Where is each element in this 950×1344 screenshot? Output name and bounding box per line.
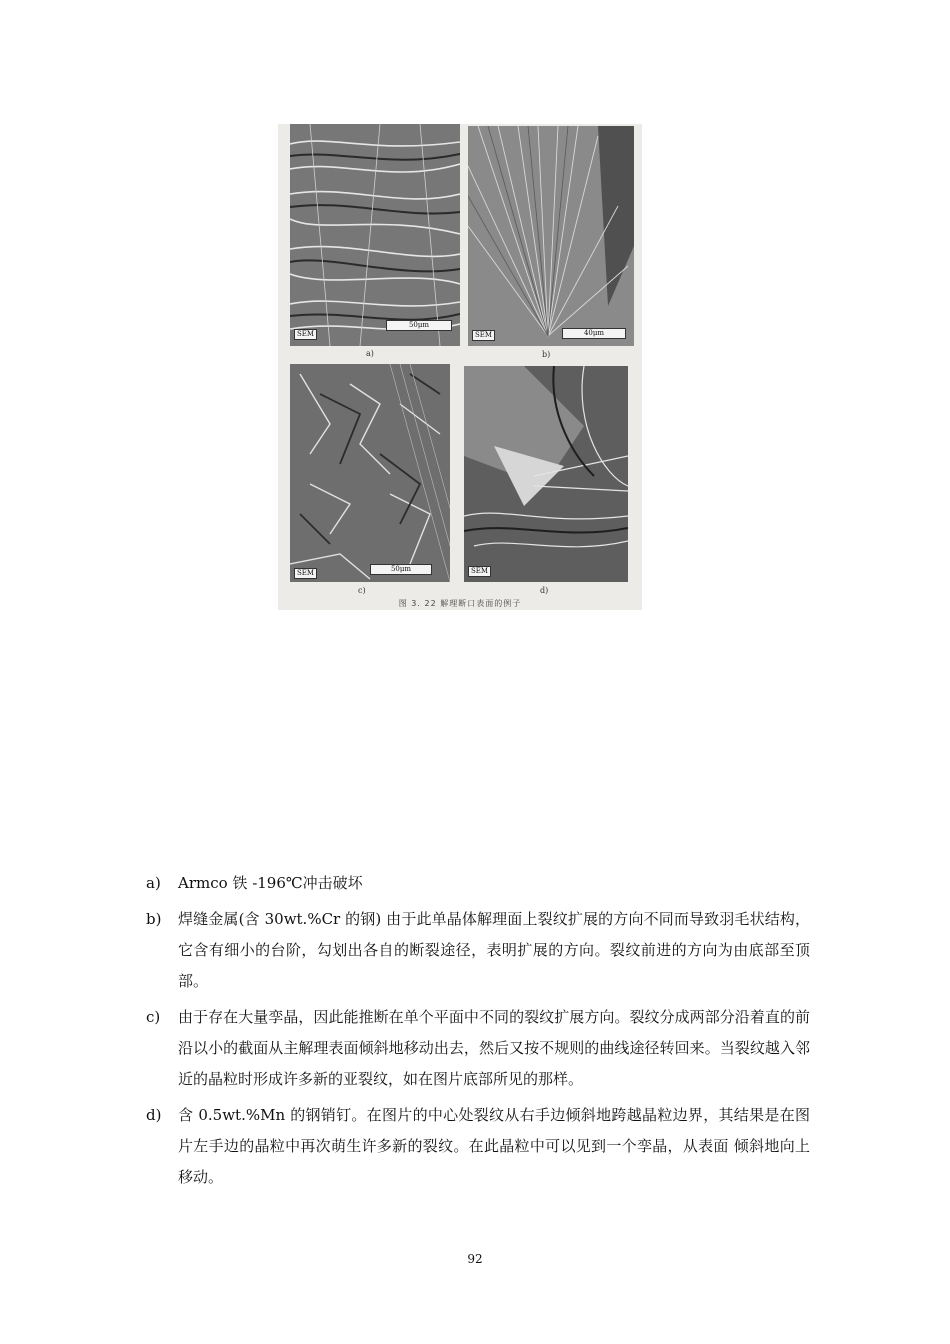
- scale-bar-b: 40μm: [562, 328, 626, 339]
- sem-panel-d: [464, 366, 628, 582]
- sem-label-a: SEM: [294, 329, 317, 340]
- sem-panel-c: [290, 364, 450, 582]
- caption-key: d): [146, 1106, 162, 1124]
- scale-bar-a: 50μm: [386, 320, 452, 331]
- fracture-image-d: [464, 366, 628, 582]
- caption-item-c: [146, 1002, 810, 1095]
- sem-label-c: SEM: [294, 568, 317, 579]
- panel-label-a: a): [366, 349, 374, 358]
- sem-label-b: SEM: [472, 330, 495, 341]
- caption-key: b): [146, 910, 162, 928]
- figure-caption: 图 3. 22 解理断口表面的例子: [398, 599, 522, 608]
- fracture-image-b: [468, 126, 634, 346]
- caption-key: a): [146, 874, 161, 892]
- page-number: 92: [467, 1252, 483, 1266]
- sem-figure: [278, 124, 642, 610]
- caption-text: Armco 铁 -196℃冲击破坏: [178, 874, 363, 892]
- panel-label-d: d): [540, 586, 549, 595]
- sem-panel-b: [468, 126, 634, 346]
- fracture-image-a: [290, 124, 460, 346]
- caption-text: 焊缝金属(含 30wt.%Cr 的钢) 由于此单晶体解理面上裂纹扩展的方向不同而导致羽毛状结构，它含有细小的台阶，勾划出各自的断裂途径，表明扩展的方向。裂纹前进的方向为由底部至顶部。: [178, 910, 810, 990]
- sem-label-d: SEM: [468, 566, 491, 577]
- caption-key: c): [146, 1008, 161, 1026]
- caption-list: [146, 868, 810, 1198]
- caption-text: 由于存在大量孪晶，因此能推断在单个平面中不同的裂纹扩展方向。裂纹分成两部分沿着直的前沿以小的截面从主解理表面倾斜地移动出去，然后又按不规则的曲线途径转回来。当裂纹越入邻近的晶粒时形成许多新的亚裂纹，如在图片底部所见的那样。: [178, 1008, 810, 1088]
- caption-text: 含 0.5wt.%Mn 的钢销钉。在图片的中心处裂纹从右手边倾斜地跨越晶粒边界，其结果是在图片左手边的晶粒中再次萌生许多新的裂纹。在此晶粒中可以见到一个孪晶，从表面 倾斜地向上移动。: [178, 1106, 810, 1186]
- caption-item-b: [146, 904, 810, 997]
- panel-label-b: b): [542, 350, 551, 359]
- sem-panel-a: [290, 124, 460, 346]
- caption-item-d: [146, 1100, 810, 1193]
- fracture-image-c: [290, 364, 450, 582]
- caption-item-a: [146, 868, 810, 899]
- panel-label-c: c): [358, 586, 366, 595]
- scale-bar-c: 50μm: [370, 564, 432, 575]
